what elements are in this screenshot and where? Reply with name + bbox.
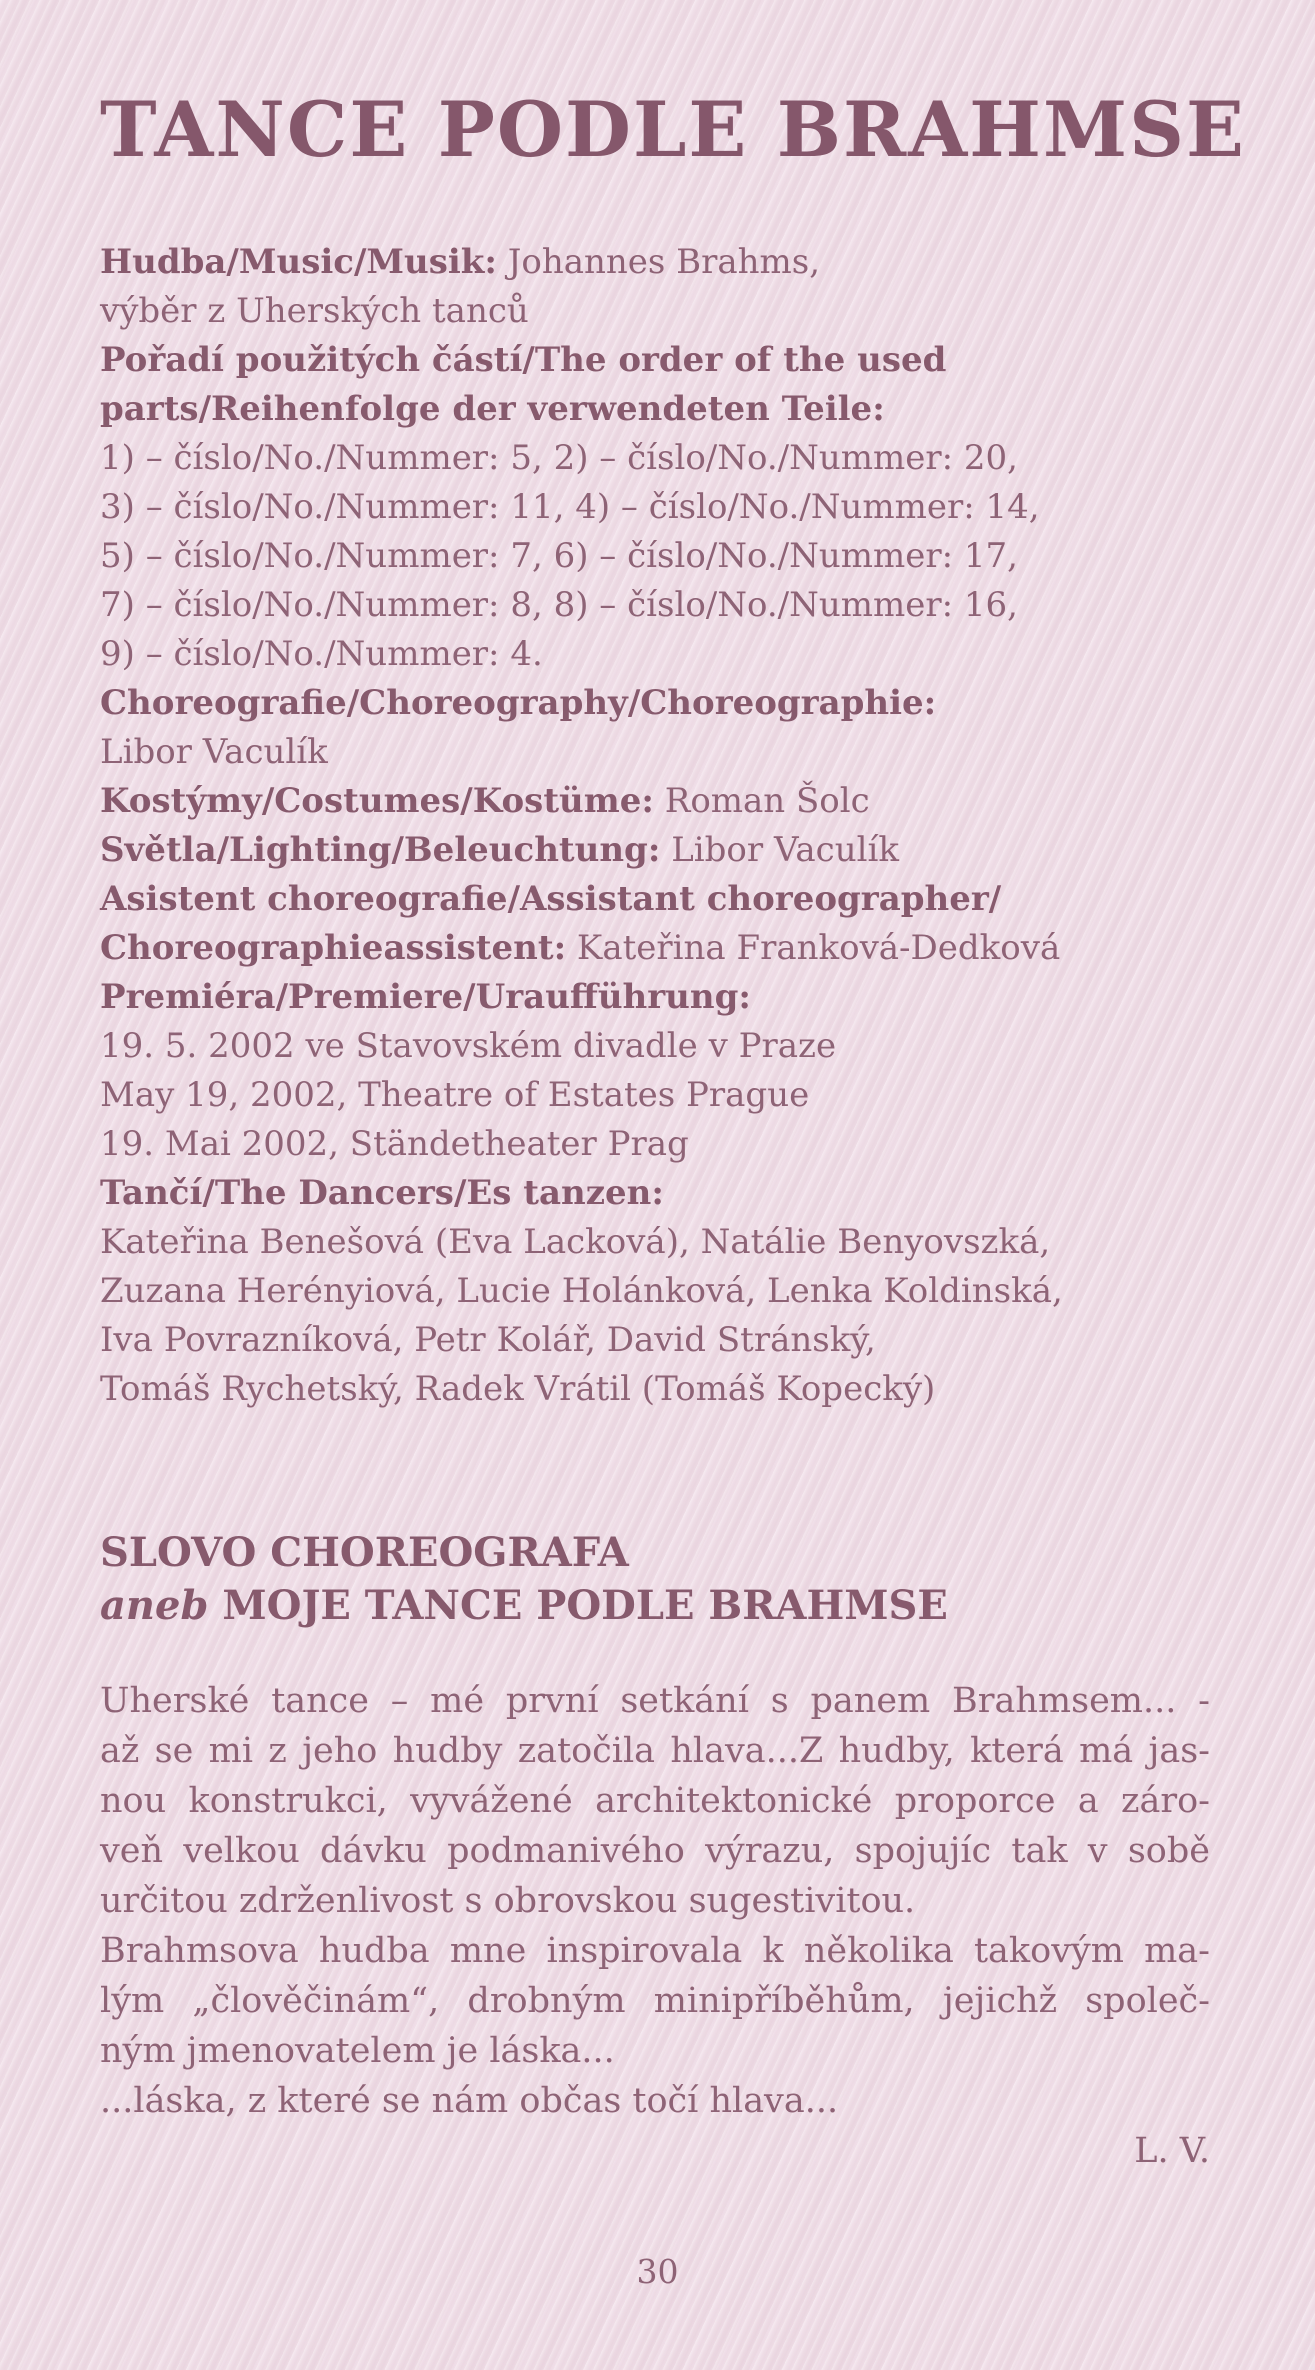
- credits-line: 5) – číslo/No./Nummer: 7, 6) – číslo/No./Nummer: 17,: [100, 536, 1018, 576]
- credits-line: 3) – číslo/No./Nummer: 11, 4) – číslo/No./Nummer: 14,: [100, 487, 1040, 527]
- credits-block: [100, 238, 1210, 1414]
- credits-line: 1) – číslo/No./Nummer: 5, 2) – číslo/No./Nummer: 20,: [100, 438, 1018, 478]
- credits-line: Kostýmy/Costumes/Kostüme: Roman Šolc: [100, 781, 870, 821]
- paragraph-line: ným jmenovatelem je láska...: [100, 2031, 615, 2071]
- credits-line: Světla/Lighting/Beleuchtung: Libor Vaculík: [100, 830, 899, 870]
- credits-line: May 19, 2002, Theatre of Estates Prague: [100, 1075, 810, 1115]
- credits-line: 9) – číslo/No./Nummer: 4.: [100, 634, 543, 674]
- credits-line: výběr z Uherských tanců: [100, 291, 529, 331]
- credits-line: Iva Povrazníková, Petr Kolář, David Stránský,: [100, 1320, 876, 1360]
- credits-line: Choreographieassistent: Kateřina Franková-Dedková: [100, 928, 1061, 968]
- credits-line: Libor Vaculík: [100, 732, 328, 772]
- paragraph-line: Brahmsova hudba mne inspirovala k několika takovým ma-: [100, 1931, 1210, 1971]
- paragraph-line: nou konstrukci, vyvážené architektonické proporce a záro-: [100, 1781, 1210, 1821]
- credits-line: Kateřina Benešová (Eva Lacková), Natálie Benyovszká,: [100, 1222, 1051, 1262]
- credits-line: Hudba/Music/Musik: Johannes Brahms,: [100, 242, 821, 282]
- page-number: 30: [636, 2252, 679, 2291]
- credits-line: Tančí/The Dancers/Es tanzen:: [100, 1173, 664, 1213]
- section-heading: [100, 1526, 1210, 1632]
- paragraph-line: veň velkou dávku podmanivého výrazu, spojujíc tak v sobě: [100, 1831, 1210, 1871]
- paragraph-line: určitou zdrženlivost s obrovskou sugestivitou.: [100, 1881, 916, 1921]
- section-heading-line: SLOVO CHOREOGRAFA: [100, 1529, 629, 1576]
- page-content: [100, 0, 1246, 2176]
- credits-line: Asistent choreografie/Assistant choreographer/: [100, 879, 1002, 919]
- credits-line: 19. Mai 2002, Ständetheater Prag: [100, 1124, 689, 1164]
- credits-line: Tomáš Rychetský, Radek Vrátil (Tomáš Kopecký): [100, 1369, 936, 1409]
- credits-line: Zuzana Herényiová, Lucie Holánková, Lenka Koldinská,: [100, 1271, 1063, 1311]
- credits-line: parts/Reihenfolge der verwendeten Teile:: [100, 389, 885, 429]
- paragraph-line: lým „člověčinám“, drobným minipříběhům, jejichž společ-: [100, 1981, 1210, 2021]
- section-heading-line: aneb MOJE TANCE PODLE BRAHMSE: [100, 1582, 948, 1629]
- credits-line: Pořadí použitých částí/The order of the used: [100, 340, 947, 380]
- credits-line: Choreografie/Choreography/Choreographie:: [100, 683, 937, 723]
- credits-line: 19. 5. 2002 ve Stavovském divadle v Praze: [100, 1026, 837, 1066]
- page-title: TANCE PODLE BRAHMSE: [100, 85, 1246, 174]
- paragraph-line: ...láska, z které se nám občas točí hlava...: [100, 2081, 839, 2121]
- paragraph-line: až se mi z jeho hudby zatočila hlava...Z hudby, která má jas-: [100, 1731, 1210, 1771]
- credits-line: 7) – číslo/No./Nummer: 8, 8) – číslo/No./Nummer: 16,: [100, 585, 1018, 625]
- credits-line: Premiéra/Premiere/Uraufführung:: [100, 977, 751, 1017]
- signature: L. V.: [1134, 2131, 1210, 2171]
- paragraph-line: Uherské tance – mé první setkání s panem Brahmsem... -: [100, 1681, 1210, 1721]
- choreographer-note: [100, 1676, 1210, 2126]
